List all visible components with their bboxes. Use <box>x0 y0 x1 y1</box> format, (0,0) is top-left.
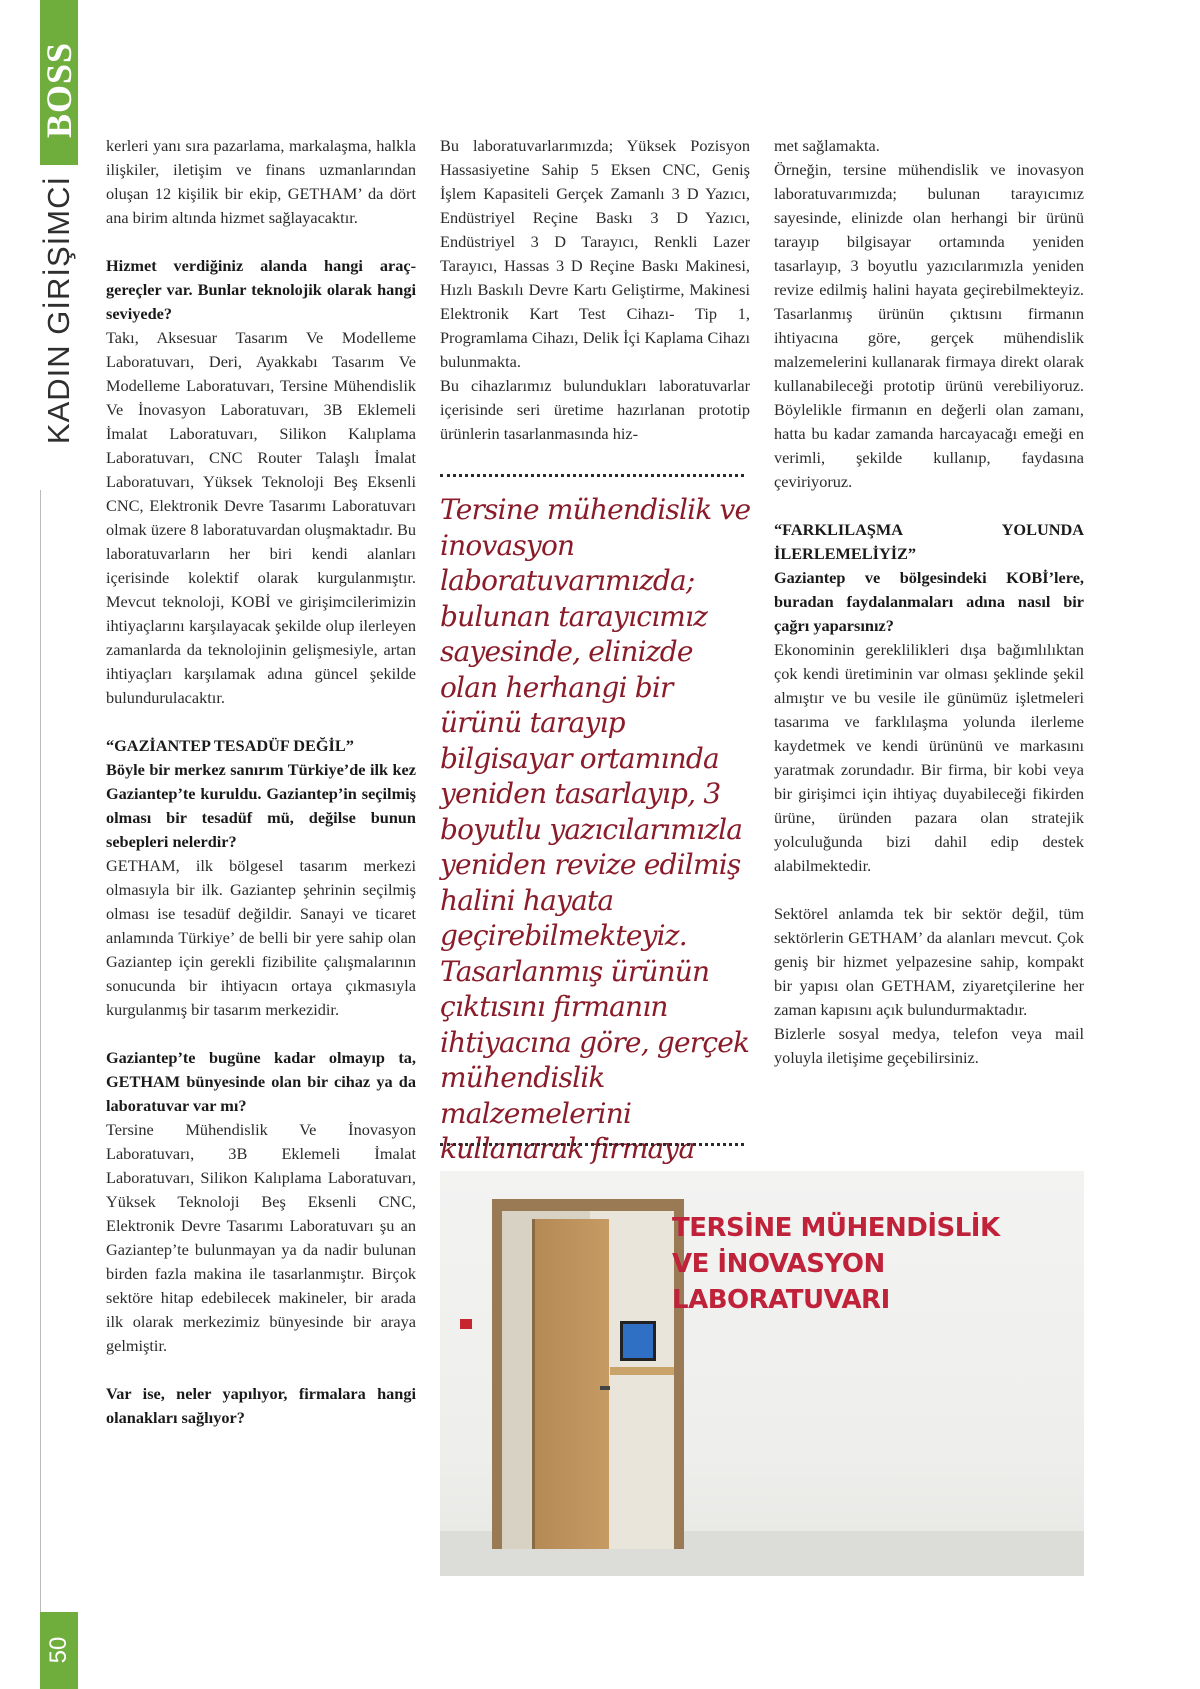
wall-sensor <box>460 1319 472 1329</box>
paragraph: Tersine Mühendislik Ve İnovasyon Laboratuvarı, 3B Eklemeli İmalat Laboratuvarı, Silikon Kalıplama Laboratuvarı, Yüksek Teknoloji Beş Eksenli CNC, Elektronik Devre Tasarımı Laboratuvarı şu an Gaziantep’te bulunmayan ya da nadir bulunan birden fazla makina ile tasarlanmıştır. Birçok sektöre hitap edebilecek makineler, bir arada ilk olarak merkezimiz bünyesinde bir araya gelmiştir. <box>106 1120 416 1355</box>
paragraph: Ekonominin gereklilikleri dışa bağımlılıktan çok kendi üretiminin var olması şeklinde şekil almıştır ve bu vesile ile günümüz işletmeleri tasarıma ve farklılaşma yolunda ilerleme kaydetmek ve kendi ürününü ve markasını yaratmak zorundadır. Bir firma, bir kobi veya bir girişimci için ihtiyaç duyabileceği fikirden ürüne, üründen pazara olan stratejik yolculuğunda bizi dahil edip destek alabilmektedir. <box>774 640 1084 875</box>
section-heading: “GAZİANTEP TESADÜF DEĞİL” <box>106 736 354 755</box>
pullquote-divider-top <box>440 474 744 477</box>
section-heading: “FARKLILAŞMA YOLUNDA İLERLEMELİYİZ” <box>774 520 1084 563</box>
paragraph: Takı, Aksesuar Tasarım Ve Modelleme Laboratuvarı, Deri, Ayakkabı Tasarım Ve Modelleme Laboratuvarı, Tersine Mühendislik Ve İnovasyon Laboratuvarı, 3B Eklemeli İmalat Laboratuvarı, Silikon Kalıplama Laboratuvarı, CNC Router Talaşlı İmalat Laboratuvarı, Yüksek Teknoloji Beş Eksenli CNC, Elektronik Devre Tasarımı Laboratuvarı olmak üzere 8 laboratuvardan oluşmaktadır. Bu laboratuvarların her biri kendi alanları içerisinde kolektif olarak kurgulanmıştır. Mevcut teknoloji, KOBİ ve girişimcilerimizin ihtiyaçlarını karşılayacak şekilde olup ilerleyen zamanlarda da teknolojinin gelişmesiyle, artan ihtiyaçları karşılamak adına güncel şekilde bulundurulacaktır. <box>106 328 416 707</box>
computer-monitor <box>620 1321 656 1361</box>
open-door <box>532 1219 609 1549</box>
wall-sign-line-1: TERSİNE MÜHENDİSLİK <box>672 1213 1000 1243</box>
paragraph: GETHAM, ilk bölgesel tasarım merkezi olmasıyla bir ilk. Gaziantep şehrinin seçilmiş olması ise tesadüf değildir. Sanayi ve ticaret anlamında Türkiye’ de belli bir yere sahip olan Gaziantep için gerekli fizibilite çalışmalarının sonucunda bir ihtiyacın ortaya çıkmasıyla kurgulanmış bir tasarım merkezidir. <box>106 856 416 1019</box>
question: Böyle bir merkez sanırım Türkiye’de ilk kez Gaziantep’te kuruldu. Gaziantep’in seçilmiş olması bir tesadüf mü, değilse bunun sebepleri nelerdir? <box>106 760 416 851</box>
door-handle <box>600 1386 610 1390</box>
paragraph: Sektörel anlamda tek bir sektör değil, tüm sektörlerin GETHAM’ da alanları mevcut. Çok geniş bir hizmet yelpazesine sahip, kompakt bir yapısı olan GETHAM, ziyaretçilerine her zaman kapısını açık bulundurmaktadır. <box>774 904 1084 1019</box>
paragraph: Bu cihazlarımız bulundukları laboratuvarlar içerisinde seri üretime hazırlanan prototip ürünlerin tasarlanmasında hiz- <box>440 376 750 443</box>
question: Var ise, neler yapılıyor, firmalara hangi olanakları sağlıyor? <box>106 1384 416 1427</box>
column-2 <box>440 134 750 446</box>
paragraph: Bizlerle sosyal medya, telefon veya mail yoluyla iletişime geçebilirsiniz. <box>774 1024 1084 1067</box>
paragraph: kerleri yanı sıra pazarlama, markalaşma, halkla ilişkiler, iletişim ve finans uzmanlarından oluşan 12 kişilik bir ekip, GETHAM’ da dört ana birim altında hizmet sağlayacaktır. <box>106 136 416 227</box>
page-number: 50 <box>45 1636 72 1664</box>
wall-sign-line-2: VE İNOVASYON <box>672 1249 885 1279</box>
question: Gaziantep ve bölgesindeki KOBİ’lere, buradan faydalanmaları adına nasıl bir çağrı yaparsınız? <box>774 568 1084 635</box>
question: Gaziantep’te bugüne kadar olmayıp ta, GETHAM bünyesinde olan bir cihaz ya da laboratuvar var mı? <box>106 1048 416 1115</box>
column-1 <box>106 134 416 1430</box>
desk <box>610 1367 674 1375</box>
question: Hizmet verdiğiniz alanda hangi araç-gereçler var. Bunlar teknolojik olarak hangi seviyede? <box>106 256 416 323</box>
magazine-brand: BOSS <box>39 41 79 139</box>
paragraph: met sağlamakta. <box>774 136 880 155</box>
section-title: KADIN GİRİŞİMCİ <box>41 175 76 445</box>
pullquote-divider-bottom <box>440 1143 744 1146</box>
paragraph: Bu laboratuvarlarımızda; Yüksek Pozisyon Hassasiyetine Sahip 5 Eksen CNC, Geniş İşlem Kapasiteli Gerçek Zamanlı 3 D Yazıcı, Endüstriyel Reçine Baskı 3 D Yazıcı, Endüstriyel 3 D Tarayıcı, Renkli Lazer Tarayıcı, Hassas 3 D Reçine Baskı Makinesi, Hızlı Baskılı Devre Kartı Geliştirme, Makinesi Elektronik Kart Test Cihazı- Tip 1, Programlama Cihazı, Delik İçi Kaplama Cihazı bulunmakta. <box>440 136 750 371</box>
sidebar-divider-line <box>40 490 41 1620</box>
paragraph: Örneğin, tersine mühendislik ve inovasyon laboratuvarımızda; bulunan tarayıcımız sayesinde, elinizde olan herhangi bir ürünü tarayıp bilgisayar ortamında yeniden tasarlayıp, 3 boyutlu yazıcılarımızla yeniden revize edilmiş halini hayata geçirebilmekteyiz. Tasarlanmış ürünün çıktısını firmanın ihtiyacına göre, gerçek mühendislik malzemelerini kullanarak firmaya direkt olarak kullanabileceği prototip ürünü verebiliyoruz. Böylelikle firmanın en değerli olan zamanı, hatta bu kadar zamanda harcayacağı emeği en verimli, şekilde kullanıp, faydasına çeviriyoruz. <box>774 160 1084 491</box>
lab-entrance-photo <box>440 1171 1084 1576</box>
pull-quote: Tersine mühendislik ve inovasyon laboratuvarımızda; bulunan tarayıcımız sayesinde, elinizde olan herhangi bir ürünü tarayıp bilgisayar ortamında yeniden tasarlayıp, 3 boyutlu yazıcılarımızla yeniden revize edilmiş halini hayata geçirebilmekteyiz. Tasarlanmış ürünün çıktısını firmanın ihtiyacına göre, gerçek mühendislik malzemelerini kullanarak firmaya <box>440 493 751 1165</box>
column-3 <box>774 134 1084 1070</box>
wall-sign-line-3: LABORATUVARI <box>672 1285 890 1315</box>
